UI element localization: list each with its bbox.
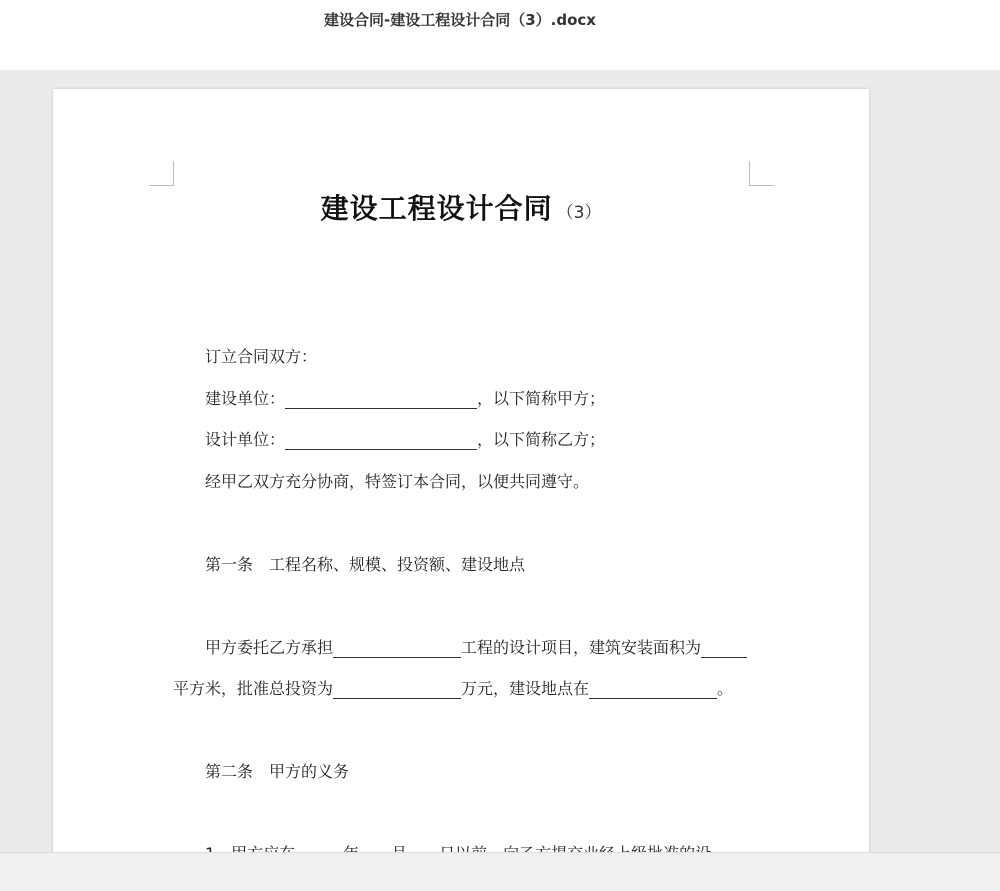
article-1-paragraph-line-2 <box>173 676 733 699</box>
party-a-suffix: ，以下简称甲方； <box>477 389 606 408</box>
area-blank <box>701 639 747 658</box>
party-a-label: 建设单位： <box>205 389 286 408</box>
article-2-heading <box>205 759 349 782</box>
article-1-end: 。 <box>717 679 734 698</box>
parties-heading: 订立合同双方： <box>205 347 318 366</box>
document-title <box>53 187 869 227</box>
margin-corner-top-left <box>149 161 174 186</box>
article-1-label: 第一条 <box>205 555 254 574</box>
article-2-title: 甲方的义务 <box>269 762 350 781</box>
party-b-label: 设计单位： <box>205 430 286 449</box>
agreement-sentence: 经甲乙双方充分协商，特签订本合同，以便共同遵守。 <box>205 472 590 491</box>
article-1-text-1: 甲方委托乙方承担 <box>205 638 334 657</box>
article-1-text-4: 万元，建设地点在 <box>461 679 590 698</box>
article-2-label: 第二条 <box>205 762 254 781</box>
document-title-suffix: （3） <box>556 203 602 223</box>
margin-corner-top-right <box>749 161 774 186</box>
article-1-text-3: 平方米，批准总投资为 <box>173 679 334 698</box>
document-viewer[interactable] <box>0 70 1000 852</box>
party-b-suffix: ，以下简称乙方； <box>477 430 606 449</box>
location-blank <box>589 680 717 699</box>
article-1-heading <box>205 552 525 575</box>
party-a-blank <box>285 390 477 409</box>
document-filename: 建设合同-建设工程设计合同（3）.docx <box>324 11 596 29</box>
document-page <box>53 89 869 889</box>
document-title-main: 建设工程设计合同 <box>320 192 553 225</box>
project-name-blank <box>333 639 461 658</box>
investment-blank <box>333 680 461 699</box>
title-bar <box>0 0 1000 70</box>
article-1-title: 工程名称、规模、投资额、建设地点 <box>269 555 526 574</box>
party-a-line <box>205 386 605 409</box>
bottom-bar <box>0 852 1000 891</box>
article-1-text-2: 工程的设计项目，建筑安装面积为 <box>461 638 702 657</box>
party-b-blank <box>285 431 477 450</box>
party-b-line <box>205 427 605 450</box>
article-1-paragraph-line-1 <box>205 635 747 658</box>
